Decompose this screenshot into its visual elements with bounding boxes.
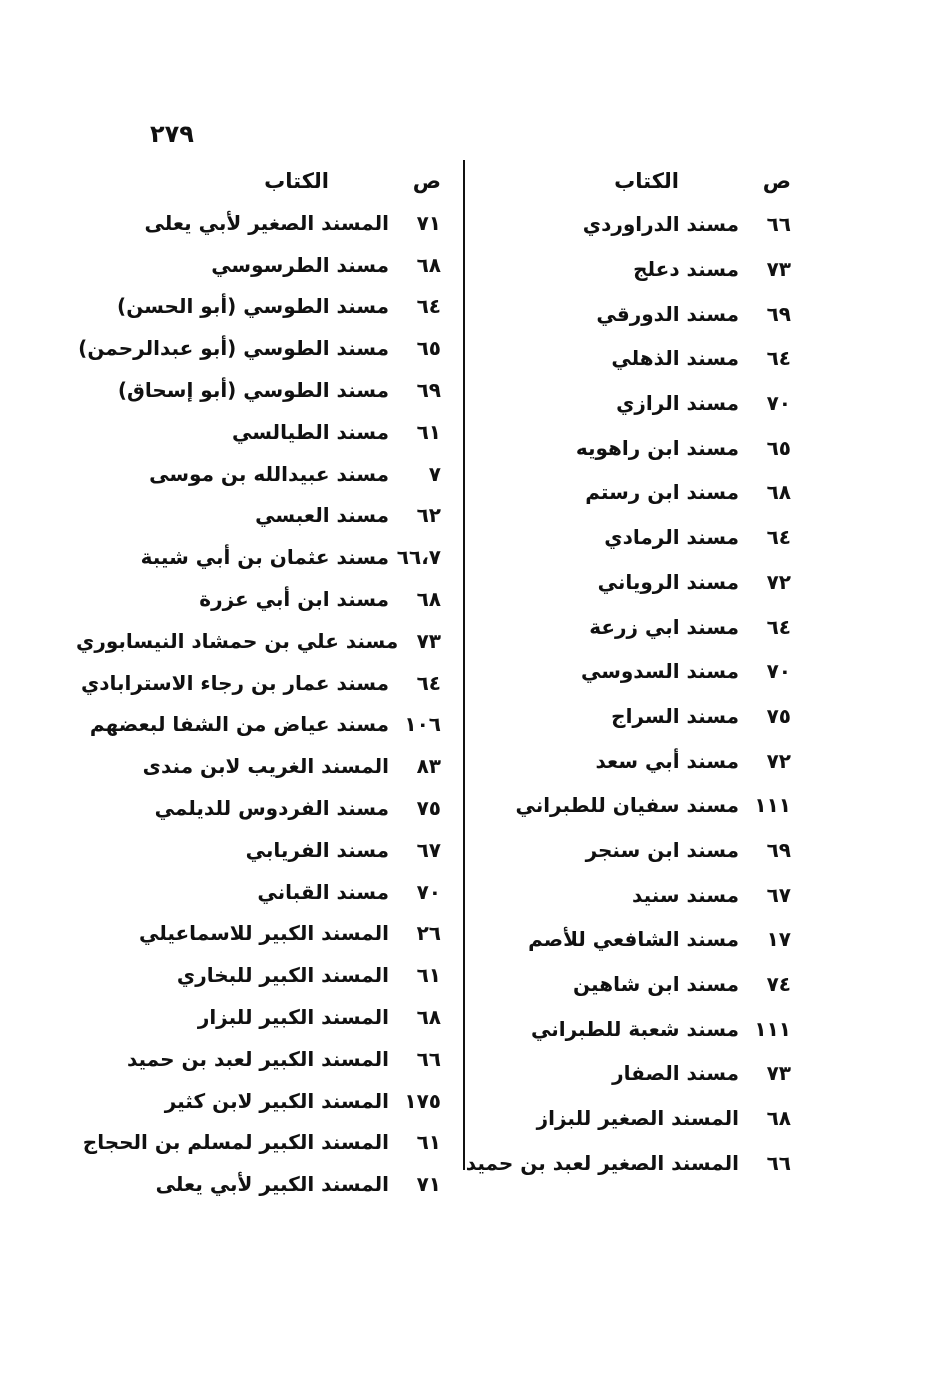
entry-page-number: ٧٢ — [766, 748, 791, 773]
entry-book-title: مسند الطيالسي — [231, 419, 389, 444]
index-entry — [461, 291, 791, 336]
entry-page-number: ٦٩ — [766, 837, 791, 862]
entry-page-number: ١٧٥ — [404, 1088, 441, 1113]
entry-book-title: مسند الطوسي (أبو إسحاق) — [117, 378, 389, 403]
entry-book-title: مسند الدراوردي — [582, 212, 739, 237]
entry-page-number: ٦٤ — [766, 614, 791, 639]
index-entry — [76, 913, 441, 955]
index-entry — [461, 828, 791, 873]
entry-page-number: ٦٨ — [416, 587, 441, 612]
entry-page-number: ٦٢ — [416, 503, 441, 528]
index-entry — [461, 917, 791, 962]
entry-page-number: ٦١ — [416, 419, 441, 444]
index-entry — [76, 578, 441, 620]
index-entry — [76, 495, 441, 537]
index-entry — [461, 1051, 791, 1096]
index-list — [461, 202, 791, 1185]
index-list — [76, 202, 441, 1205]
entry-page-number: ٢٦ — [416, 921, 441, 946]
entry-page-number: ٧٣ — [766, 1061, 791, 1086]
index-entry — [461, 336, 791, 381]
index-entry — [76, 745, 441, 787]
entry-page-number: ٧٢ — [766, 569, 791, 594]
entry-page-number: ٧٣ — [416, 628, 441, 653]
entry-book-title: مسند الرمادي — [604, 525, 739, 550]
entry-book-title: مسند الفردوس للديلمي — [154, 796, 389, 821]
index-entry — [461, 202, 791, 247]
entry-book-title: مسند السراج — [611, 703, 739, 728]
entry-page-number: ١٧ — [766, 927, 791, 952]
entry-page-number: ٧٠ — [766, 391, 791, 416]
entry-book-title: المسند الصغير للبزاز — [536, 1106, 739, 1131]
entry-book-title: المسند الكبير لعبد بن حميد — [126, 1046, 389, 1071]
book-column-heading: الكتاب — [614, 169, 679, 193]
index-entry — [76, 202, 441, 244]
entry-book-title: مسند الطوسي (أبو عبدالرحمن) — [78, 336, 389, 361]
index-column-left — [76, 160, 441, 1205]
entry-book-title: مسند الروياني — [597, 569, 739, 594]
entry-book-title: مسند دعلج — [633, 257, 739, 282]
entry-page-number: ٦٥ — [766, 435, 791, 460]
entry-page-number: ٧٠ — [416, 879, 441, 904]
index-entry — [76, 954, 441, 996]
entry-book-title: المسند الكبير لابن كثير — [164, 1088, 389, 1113]
entry-book-title: مسند سفيان للطبراني — [515, 793, 739, 818]
entry-book-title: مسند سنيد — [632, 882, 739, 907]
index-entry — [76, 327, 441, 369]
entry-page-number: ٦٦ — [416, 1046, 441, 1071]
index-entry — [461, 604, 791, 649]
entry-page-number: ٦٤ — [416, 294, 441, 319]
entry-book-title: مسند عياض من الشفا لبعضهم — [89, 712, 389, 737]
column-header — [461, 160, 791, 202]
entry-book-title: مسند القباني — [257, 879, 389, 904]
index-entry — [76, 536, 441, 578]
entry-page-number: ٦٧ — [416, 837, 441, 862]
entry-book-title: مسند الدورقي — [596, 301, 739, 326]
entry-page-number: ٧٠ — [766, 659, 791, 684]
column-header — [76, 160, 441, 202]
entry-page-number: ٦٩ — [766, 301, 791, 326]
index-entry — [461, 1006, 791, 1051]
entry-book-title: مسند ابن راهويه — [575, 435, 739, 460]
entry-book-title: مسند ابن أبي عزرة — [199, 587, 389, 612]
entry-book-title: مسند ابن شاهين — [573, 972, 739, 997]
entry-page-number: ٦٨ — [416, 1005, 441, 1030]
entry-book-title: مسند العبسي — [255, 503, 389, 528]
index-entry — [76, 620, 441, 662]
entry-page-number: ٦٦ — [766, 1150, 791, 1175]
index-entry — [461, 470, 791, 515]
index-entry — [461, 962, 791, 1007]
entry-page-number: ٦١ — [416, 963, 441, 988]
entry-page-number: ٧ — [428, 461, 441, 486]
entry-page-number: ٦٨ — [766, 480, 791, 505]
entry-book-title: مسند عمار بن رجاء الاسترابادي — [80, 670, 389, 695]
entry-page-number: ٧٣ — [766, 257, 791, 282]
entry-page-number: ٦٨ — [416, 252, 441, 277]
entry-book-title: مسند الذهلي — [611, 346, 739, 371]
entry-book-title: المسند الكبير للبخاري — [176, 963, 389, 988]
entry-page-number: ٦٦،٧ — [396, 545, 441, 570]
index-entry — [76, 453, 441, 495]
index-entry — [76, 829, 441, 871]
index-entry — [76, 1122, 441, 1164]
entry-book-title: مسند عثمان بن أبي شيبة — [140, 545, 389, 570]
index-column-right — [461, 160, 791, 1185]
entry-book-title: مسند شعبة للطبراني — [531, 1016, 739, 1041]
entry-page-number: ٦٤ — [766, 525, 791, 550]
index-entry — [461, 872, 791, 917]
entry-page-number: ٦١ — [416, 1130, 441, 1155]
entry-page-number: ٧٥ — [766, 703, 791, 728]
entry-page-number: ٧١ — [416, 210, 441, 235]
index-entry — [461, 425, 791, 470]
entry-book-title: مسند ابن رستم — [585, 480, 739, 505]
entry-book-title: مسند علي بن حمشاد النيسابوري — [76, 628, 399, 653]
entry-page-number: ١٠٦ — [404, 712, 441, 737]
entry-book-title: المسند الكبير للبزار — [197, 1005, 389, 1030]
index-entry — [461, 515, 791, 560]
entry-book-title: مسند ابي زرعة — [589, 614, 739, 639]
entry-book-title: مسند الصفار — [612, 1061, 739, 1086]
entry-page-number: ٦٨ — [766, 1106, 791, 1131]
book-column-heading: الكتاب — [264, 169, 329, 193]
entry-book-title: المسند الصغير لأبي يعلى — [144, 210, 389, 235]
index-entry — [76, 1038, 441, 1080]
entry-book-title: المسند الغريب لابن مندى — [142, 754, 389, 779]
entry-book-title: المسند الكبير لمسلم بن الحجاج — [82, 1130, 389, 1155]
index-entry — [461, 694, 791, 739]
entry-book-title: مسند الشافعي للأصم — [528, 927, 739, 952]
page-number: ٢٧٩ — [150, 120, 194, 148]
entry-book-title: مسند الطرسوسي — [211, 252, 389, 277]
index-entry — [461, 1140, 791, 1185]
page-column-heading: ص — [762, 169, 791, 193]
entry-page-number: ٦٥ — [416, 336, 441, 361]
index-entry — [76, 662, 441, 704]
entry-page-number: ٧٤ — [766, 972, 791, 997]
index-entry — [76, 286, 441, 328]
entry-book-title: مسند الفريابي — [245, 837, 389, 862]
entry-page-number: ١١١ — [754, 1016, 791, 1041]
index-entry — [76, 411, 441, 453]
index-entry — [76, 369, 441, 411]
index-entry — [76, 704, 441, 746]
entry-book-title: مسند أبي سعد — [595, 748, 739, 773]
entry-book-title: المسند الكبير للاسماعيلي — [138, 921, 389, 946]
entry-book-title: مسند عبيدالله بن موسى — [149, 461, 389, 486]
entry-page-number: ٧٥ — [416, 796, 441, 821]
entry-page-number: ٦٤ — [766, 346, 791, 371]
index-entry — [76, 871, 441, 913]
entry-book-title: المسند الصغير لعبد بن حميد — [465, 1150, 739, 1175]
entry-page-number: ٦٧ — [766, 882, 791, 907]
index-entry — [76, 1080, 441, 1122]
entry-book-title: المسند الكبير لأبي يعلى — [155, 1172, 389, 1197]
entry-page-number: ١١١ — [754, 793, 791, 818]
index-entry — [461, 381, 791, 426]
entry-book-title: مسند الطوسي (أبو الحسن) — [117, 294, 389, 319]
entry-page-number: ٦٩ — [416, 378, 441, 403]
entry-book-title: مسند ابن سنجر — [585, 837, 739, 862]
entry-book-title: مسند السدوسي — [580, 659, 739, 684]
index-entry — [461, 738, 791, 783]
index-entry — [76, 996, 441, 1038]
entry-page-number: ٦٤ — [416, 670, 441, 695]
index-entry — [76, 1163, 441, 1205]
index-entry — [461, 247, 791, 292]
index-entry — [461, 649, 791, 694]
entry-page-number: ٦٦ — [766, 212, 791, 237]
index-entry — [461, 783, 791, 828]
index-entry — [461, 560, 791, 605]
index-entry — [76, 244, 441, 286]
entry-page-number: ٧١ — [416, 1172, 441, 1197]
index-entry — [461, 1096, 791, 1141]
entry-book-title: مسند الرازي — [616, 391, 739, 416]
page-column-heading: ص — [412, 169, 441, 193]
entry-page-number: ٨٣ — [416, 754, 441, 779]
index-entry — [76, 787, 441, 829]
